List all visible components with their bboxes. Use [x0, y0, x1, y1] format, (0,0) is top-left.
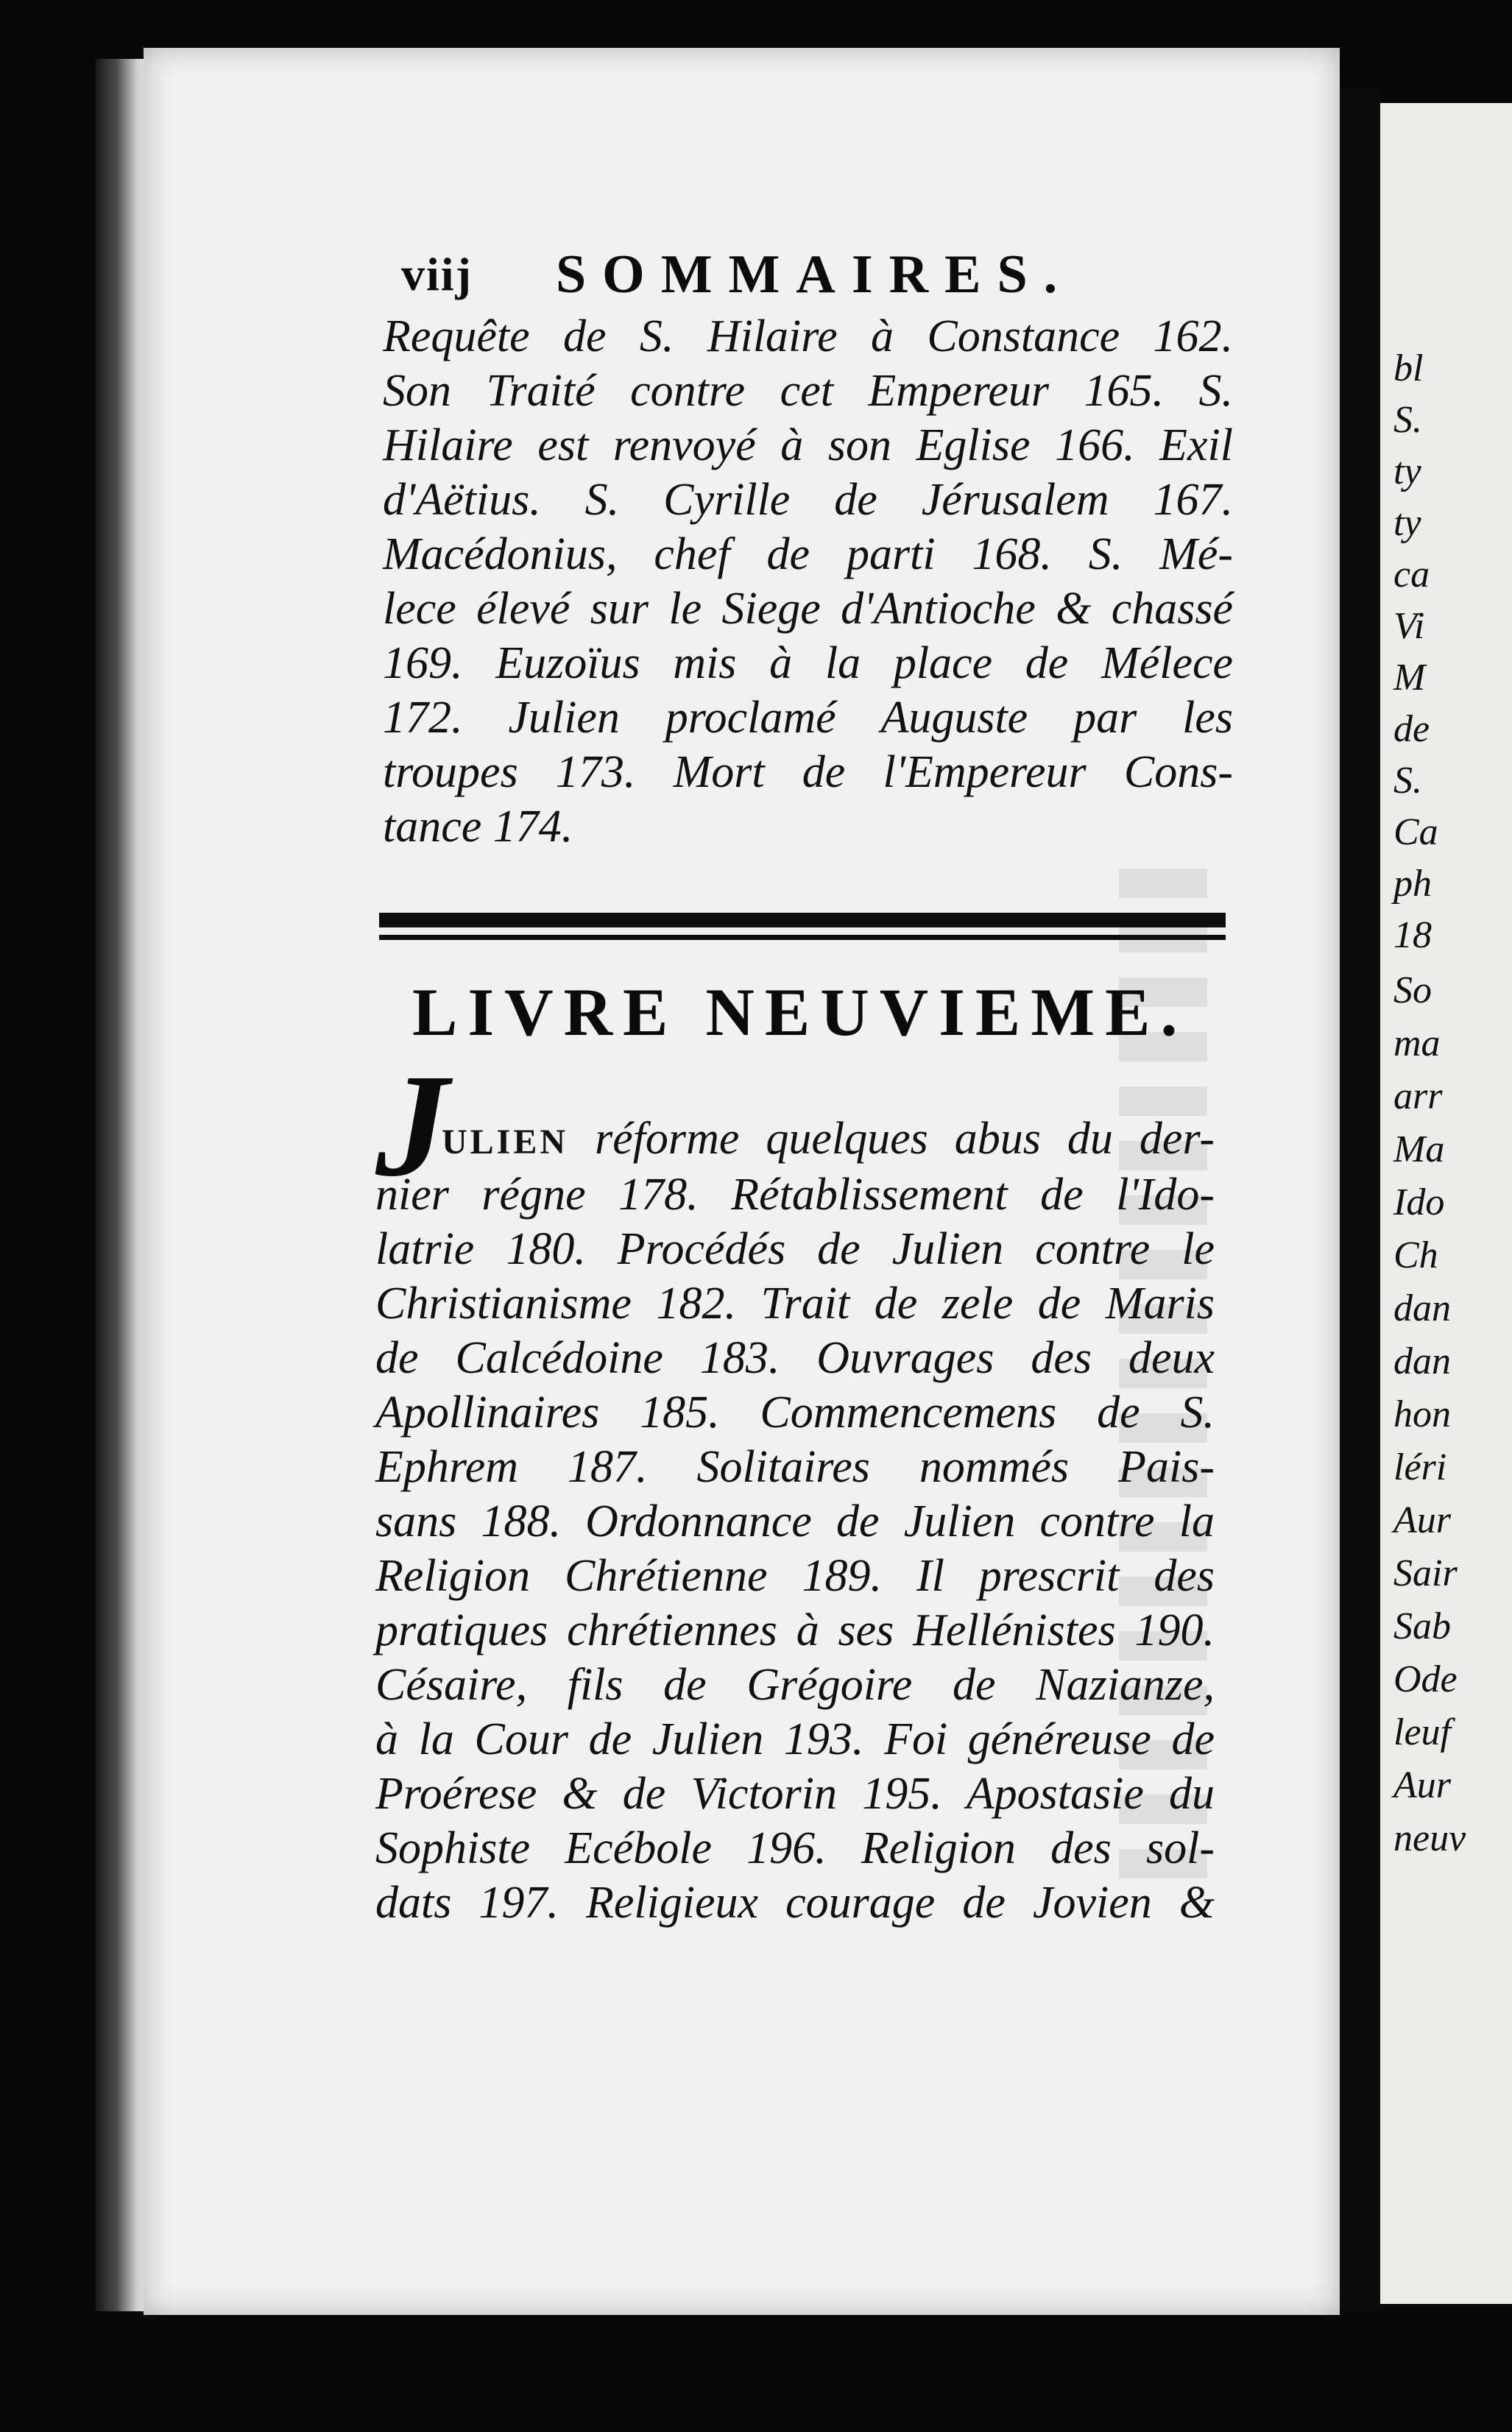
- book-line: de Calcédoine 183. Ouvrages des deux: [375, 1333, 1215, 1383]
- folio-number: viij: [401, 248, 473, 300]
- right-page-fragment: de: [1393, 708, 1430, 750]
- running-title: SOMMAIRES.: [556, 244, 1074, 305]
- summary-paragraph: [383, 309, 1233, 854]
- summary-line: tance 174.: [383, 802, 573, 852]
- right-page-fragment: hon: [1393, 1393, 1451, 1435]
- section-rule-thin: [379, 935, 1226, 940]
- right-page-fragment: ty: [1393, 450, 1421, 492]
- book-line: Ephrem 187. Solitaires nommés Pais-: [375, 1442, 1215, 1492]
- first-word-smallcaps: ULIEN: [442, 1123, 569, 1162]
- book-summary-paragraph: [375, 1167, 1215, 1930]
- right-page-fragment: dan: [1393, 1340, 1451, 1382]
- book-line: Religion Chrétienne 189. Il prescrit des: [375, 1551, 1215, 1601]
- right-page-fragment: léri: [1393, 1446, 1447, 1488]
- first-line: [442, 1111, 1215, 1170]
- right-page-fragment: Aur: [1393, 1764, 1451, 1806]
- book-line: dats 197. Religieux courage de Jovien &: [375, 1878, 1215, 1928]
- right-page-fragment: ca: [1393, 554, 1430, 595]
- right-page-fragment: Ido: [1393, 1181, 1445, 1223]
- right-page-fragment: neuv: [1393, 1817, 1466, 1859]
- book-line: Proérese & de Victorin 195. Apostasie du: [375, 1769, 1215, 1819]
- drop-cap: J: [375, 1044, 449, 1207]
- book-first-line: [442, 1111, 1215, 1170]
- right-page-fragment: Ca: [1393, 811, 1438, 853]
- summary-line: d'Aëtius. S. Cyrille de Jérusalem 167.: [383, 475, 1233, 525]
- right-page-fragment: ph: [1393, 863, 1432, 905]
- right-page-fragment: Ma: [1393, 1128, 1445, 1170]
- summary-line: Son Traité contre cet Empereur 165. S.: [383, 366, 1233, 416]
- page-header: [401, 241, 1078, 308]
- right-page-fragment: Sab: [1393, 1605, 1451, 1647]
- book-line: Sophiste Ecébole 196. Religion des sol-: [375, 1823, 1215, 1873]
- book-line: à la Cour de Julien 193. Foi généreuse de: [375, 1714, 1215, 1764]
- section-rule-thick: [379, 913, 1226, 927]
- right-page-fragment: Sair: [1393, 1552, 1458, 1594]
- summary-line: troupes 173. Mort de l'Empereur Cons-: [383, 747, 1233, 797]
- book-title: LIVRE NEUVIEME.: [412, 975, 1188, 1050]
- summary-line: Requête de S. Hilaire à Constance 162.: [383, 311, 1233, 361]
- right-page-fragment: ma: [1393, 1022, 1441, 1064]
- book-line: Césaire, fils de Grégoire de Nazianze,: [375, 1660, 1215, 1710]
- book-line: sans 188. Ordonnance de Julien contre la: [375, 1496, 1215, 1546]
- right-page: [1380, 103, 1512, 2304]
- book-line: pratiques chrétiennes à ses Hellénistes 190.: [375, 1605, 1215, 1655]
- summary-line: 169. Euzoïus mis à la place de Mélece: [383, 638, 1233, 688]
- right-page-fragment: Vi: [1393, 605, 1425, 647]
- right-page-fragment: Ch: [1393, 1234, 1438, 1276]
- right-page-fragment: arr: [1393, 1075, 1443, 1117]
- right-page-fragment: Aur: [1393, 1499, 1451, 1541]
- right-page-fragment: leuf: [1393, 1711, 1451, 1753]
- page-gutter: [1340, 88, 1380, 2311]
- right-page-fragment: 18: [1393, 914, 1432, 956]
- first-line-rest: réforme quelques abus du der-: [595, 1114, 1215, 1164]
- book-line: Apollinaires 185. Commencemens de S.: [375, 1388, 1215, 1438]
- summary-line: lece élevé sur le Siege d'Antioche & chassé: [383, 584, 1233, 634]
- right-page-fragment: ty: [1393, 502, 1421, 544]
- right-page-fragment: M: [1393, 657, 1426, 699]
- book-line: Christianisme 182. Trait de zele de Maris: [375, 1279, 1215, 1329]
- summary-line: Hilaire est renvoyé à son Eglise 166. Exil: [383, 420, 1233, 470]
- summary-line: 172. Julien proclamé Auguste par les: [383, 693, 1233, 743]
- right-page-fragment: dan: [1393, 1287, 1451, 1329]
- summary-line: Macédonius, chef de parti 168. S. Mé-: [383, 529, 1233, 579]
- right-page-fragment: Ode: [1393, 1658, 1458, 1700]
- right-page-fragment: So: [1393, 969, 1432, 1011]
- right-page-fragment: S.: [1393, 399, 1422, 441]
- book-line: latrie 180. Procédés de Julien contre le: [375, 1224, 1215, 1274]
- book-line: nier régne 178. Rétablissement de l'Ido-: [375, 1170, 1215, 1220]
- right-page-fragment: bl: [1393, 347, 1424, 389]
- right-page-fragment: S.: [1393, 760, 1422, 802]
